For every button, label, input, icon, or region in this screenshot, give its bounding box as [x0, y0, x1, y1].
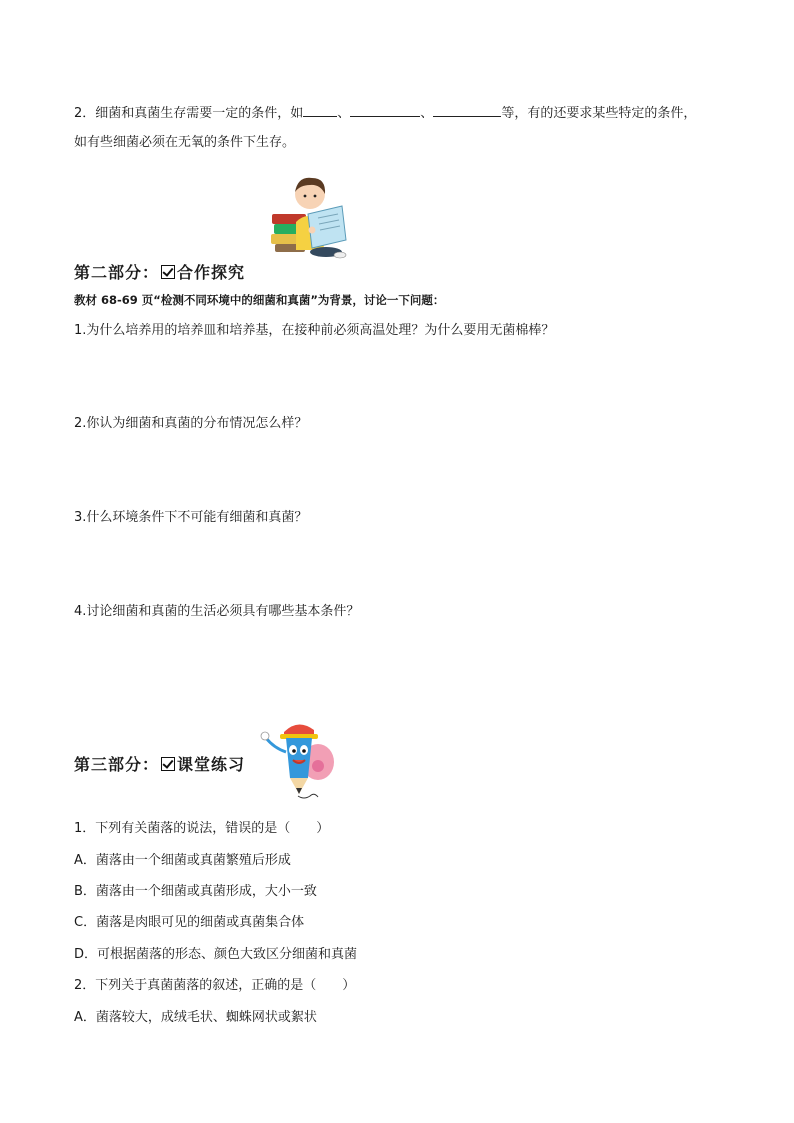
discussion-question: 2.你认为细菌和真菌的分布情况怎么样？ — [74, 416, 308, 431]
section-title: 课堂练习 — [177, 755, 246, 774]
separator: 、 — [337, 106, 351, 121]
boy-reading-book-illustration — [268, 170, 352, 262]
fill-blank-question — [74, 104, 696, 123]
answer-blank-3[interactable] — [433, 104, 501, 117]
exercise-question: 1．下列有关菌落的说法，错误的是（ ） — [74, 821, 330, 836]
answer-option[interactable]: C．菌落是肉眼可见的细菌或真菌集合体 — [74, 915, 305, 930]
question-text-suffix: 等，有的还要求某些特定的条件， — [501, 106, 697, 121]
section-heading-part3 — [74, 752, 245, 775]
answer-option[interactable]: A．菌落较大，成绒毛状、蜘蛛网状或絮状 — [74, 1010, 317, 1025]
section-label: 第二部分： — [74, 263, 160, 282]
section-label: 第三部分： — [74, 755, 160, 774]
answer-option[interactable]: B．菌落由一个细菌或真菌形成，大小一致 — [74, 884, 317, 899]
separator: 、 — [420, 106, 434, 121]
question-text-prefix: 2．细菌和真菌生存需要一定的条件，如 — [74, 106, 304, 121]
pencil-mascot-illustration — [258, 718, 342, 802]
checkbox-check-icon — [161, 265, 175, 279]
answer-blank-1[interactable] — [303, 104, 337, 117]
section-intro: 教材 68-69 页“检测不同环境中的细菌和真菌”为背景，讨论一下问题： — [74, 293, 445, 307]
answer-option[interactable]: D．可根据菌落的形态、颜色大致区分细菌和真菌 — [74, 947, 358, 962]
section-heading-part2 — [74, 260, 245, 283]
answer-option[interactable]: A．菌落由一个细菌或真菌繁殖后形成 — [74, 853, 291, 868]
discussion-question: 3.什么环境条件下不可能有细菌和真菌？ — [74, 510, 308, 525]
question-text-line2: 如有些细菌必须在无氧的条件下生存。 — [74, 135, 296, 150]
discussion-question: 4.讨论细菌和真菌的生活必须具有哪些基本条件？ — [74, 604, 360, 619]
section-title: 合作探究 — [177, 263, 246, 282]
discussion-question: 1.为什么培养用的培养皿和培养基，在接种前必须高温处理？为什么要用无菌棉棒？ — [74, 323, 555, 338]
answer-blank-2[interactable] — [350, 104, 420, 117]
checkbox-check-icon — [161, 757, 175, 771]
exercise-question: 2．下列关于真菌菌落的叙述，正确的是（ ） — [74, 978, 356, 993]
